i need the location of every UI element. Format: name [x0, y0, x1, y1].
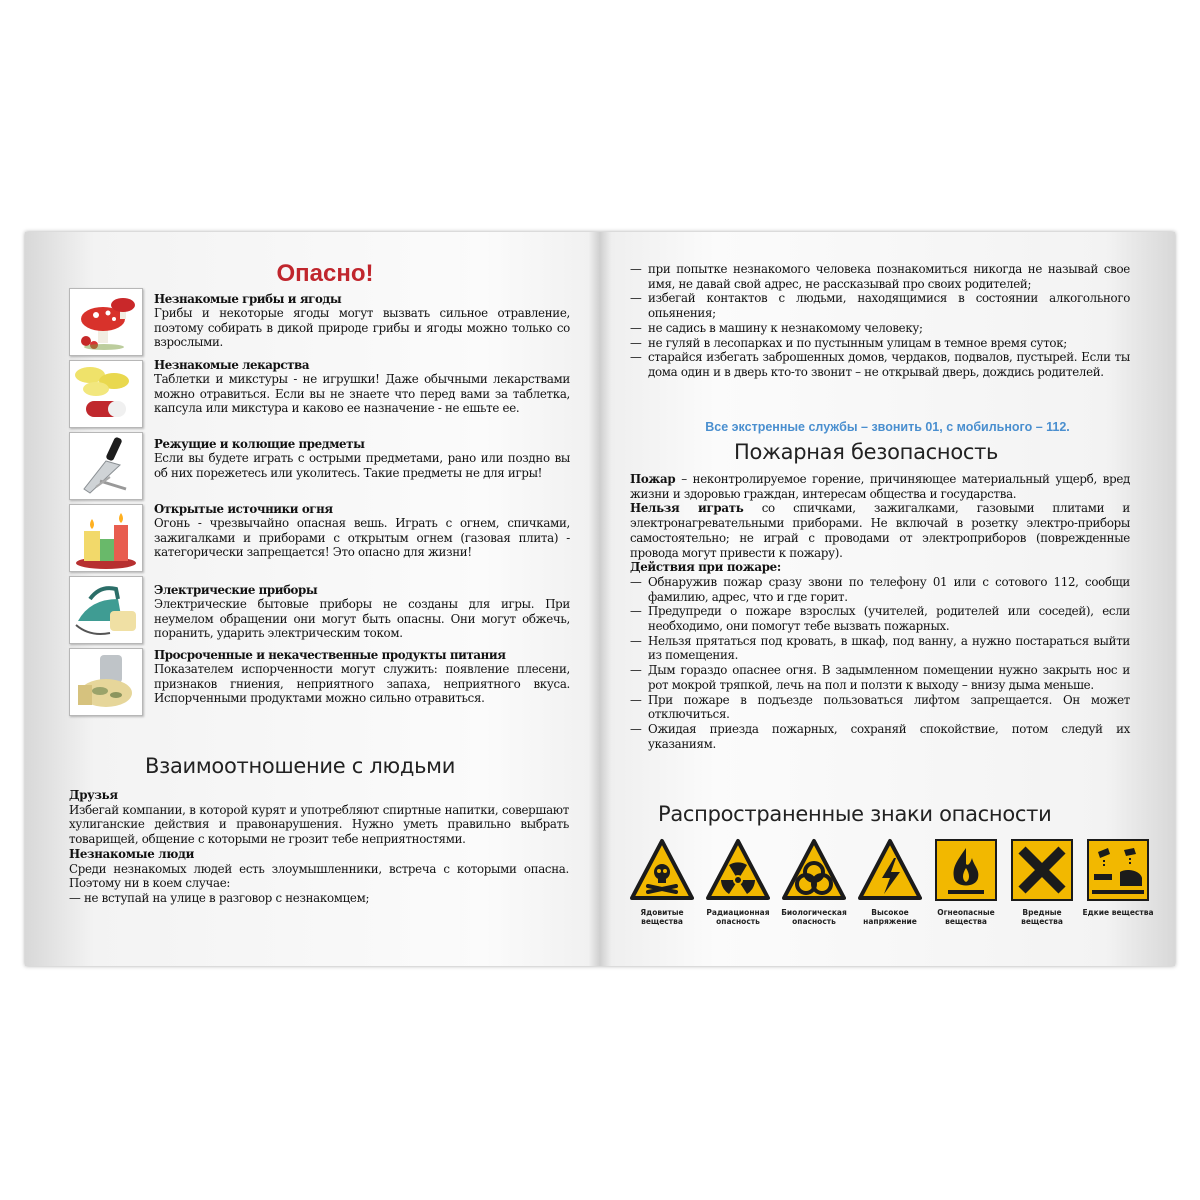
list-item: — Дым гораздо опаснее огня. В задымленном помещении нужно закрыть нос и рот мокрой тряпкой, лечь на пол и ползти к выходу – внизу дыма меньше.	[630, 663, 1130, 692]
danger-heading: Открытые источники огня	[154, 502, 333, 516]
strangers-text: Среди незнакомых людей есть злоумышленники, встреча с которыми опасна. Поэтому ни в коем случае:	[69, 861, 569, 891]
danger-heading: Электрические приборы	[154, 583, 318, 597]
list-item: — Обнаружив пожар сразу звони по телефону 01 или с сотового 112, сообщи фамилию, адрес, что и где горит.	[630, 574, 1130, 604]
high-voltage-icon	[858, 838, 922, 902]
fire-definition: Пожар – неконтролируемое горение, причиняющее материальный ущерб, вред жизни и здоровью граждан, интересам общества и государства.	[630, 472, 1130, 501]
list-item: — Предупреди о пожаре взрослых (учителей, родителей или соседей), если необходимо, они помогут тебе вызвать пожарных.	[630, 604, 1130, 634]
danger-electrical	[154, 583, 570, 641]
page-title: Опасно!	[276, 260, 374, 287]
list-item: — При пожаре в подъезде пользоваться лифтом запрещается. Он может отключиться.	[630, 692, 1130, 722]
people-text	[69, 788, 569, 906]
actions-heading: Действия при пожаре:	[630, 560, 781, 575]
open-book	[25, 232, 1175, 966]
emergency-numbers: Все экстренные службы – звонить 01, с мобильного – 112.	[705, 420, 1070, 434]
danger-text: Таблетки и микстуры - не игрушки! Даже обычными лекарствами можно отравиться. Если вы не знаете что перед вами за таблетка, капсула или микстура и каково ее назначение - не ешьте ее.	[154, 372, 570, 416]
list-item: — Ожидая приезда пожарных, сохраняй спокойствие, потом следуй их указаниям.	[630, 721, 1130, 751]
list-item: — старайся избегать заброшенных домов, чердаков, подвалов, пустырей. Если ты дома один и в дверь кто-то звонит – не открывай дверь, дождись родителей.	[630, 350, 1130, 379]
section-title-signs: Распространенные знаки опасности	[658, 802, 1052, 826]
sign-label: Вредные вещества	[1021, 908, 1063, 926]
list-item: — Нельзя прятаться под кровать, в шкаф, под ванну, а нужно постараться выйти из помещения.	[630, 633, 1130, 663]
list-item: — не садись в машину к незнакомому человеку;	[630, 320, 923, 335]
friends-text: Избегай компании, в которой курят и употребляют спиртные напитки, совершают хулиганские действия и правонарушения. Нужно уметь правильно выбрать товарищей, общение с которыми не грозит тебе неприятностями.	[69, 802, 569, 847]
danger-text: Огонь - чрезвычайно опасная вешь. Играть с огнем, спичками, зажигалками и приборами с открытым огнем (газовая плита) - категорически запрещается! Это опасно для жизни!	[154, 516, 570, 560]
sign-label: Ядовитые вещества	[640, 908, 684, 926]
danger-open-fire	[154, 502, 570, 560]
knife-icon	[69, 432, 143, 500]
corrosive-icon	[1086, 838, 1150, 902]
sign-label: Высокое напряжение	[863, 908, 917, 926]
left-page	[25, 232, 600, 966]
sign-label: Радиационная опасность	[706, 908, 770, 926]
danger-heading: Незнакомые грибы и ягоды	[154, 292, 342, 306]
list-item: — избегай контактов с людьми, находящимися в состоянии алкогольного опьянения;	[630, 291, 1130, 321]
skull-crossbones-icon	[630, 838, 694, 902]
danger-text: Электрические бытовые приборы не созданы для игры. При неумелом обращении они могут быть опасны. Они могут обжечь, поранить, ударить электрическим током.	[154, 597, 570, 641]
stranger-rules-list	[630, 262, 1130, 380]
biohazard-icon	[782, 838, 846, 902]
danger-text: Если вы будете играть с острыми предметами, рано или поздно вы об них порежетесь или уколитесь. Такие предметы не для игры!	[154, 451, 570, 480]
danger-heading: Просроченные и некачественные продукты питания	[154, 648, 506, 662]
danger-spoiled-food	[154, 648, 570, 706]
right-page	[600, 232, 1175, 966]
mushroom-icon	[69, 288, 143, 356]
danger-mushrooms	[154, 292, 570, 350]
harmful-icon	[1010, 838, 1074, 902]
fire-forbidden: Нельзя играть со спичками, зажигалками, газовыми плитами и электронагревательными приборами. Не включай в розетку электро-приборы самостоятельно; не играй с проводами от электроприборов (поврежденные провода могут привести к пожару).	[630, 501, 1130, 560]
danger-medicines	[154, 358, 570, 416]
sign-label: Огнеопасные вещества	[937, 908, 995, 926]
friends-heading: Друзья	[69, 788, 118, 802]
danger-sharp-objects	[154, 437, 570, 480]
food-icon	[69, 648, 143, 716]
sign-label: Биологическая опасность	[781, 908, 847, 926]
list-item: — при попытке незнакомого человека познакомиться никогда не называй свое имя, не давай свой адрес, не рассказывай про своих родителей;	[630, 262, 1130, 291]
flammable-icon	[934, 838, 998, 902]
danger-text: Грибы и некоторые ягоды могут вызвать сильное отравление, поэтому собирать в дикой природе грибы и ягоды можно только со взрослыми.	[154, 306, 570, 350]
danger-heading: Режущие и колющие предметы	[154, 437, 365, 451]
strangers-heading: Незнакомые люди	[69, 846, 195, 861]
strangers-item: — не вступай на улице в разговор с незнакомцем;	[69, 890, 370, 905]
danger-heading: Незнакомые лекарства	[154, 358, 310, 372]
section-title-people: Взаимоотношение с людьми	[145, 754, 456, 778]
list-item: — не гуляй в лесопарках и по пустынным улицам в темное время суток;	[630, 335, 1067, 350]
fire-text	[630, 472, 1130, 751]
pills-icon	[69, 360, 143, 428]
section-title-fire: Пожарная безопасность	[734, 440, 999, 464]
radiation-icon	[706, 838, 770, 902]
candles-icon	[69, 504, 143, 572]
iron-icon	[69, 576, 143, 644]
danger-text: Показателем испорченности могут служить: появление плесени, признаков гниения, неприятного запаха, неприятного вкуса. Испорченными продуктами можно сильно отравиться.	[154, 662, 570, 706]
sign-label: Едкие вещества	[1082, 908, 1154, 917]
